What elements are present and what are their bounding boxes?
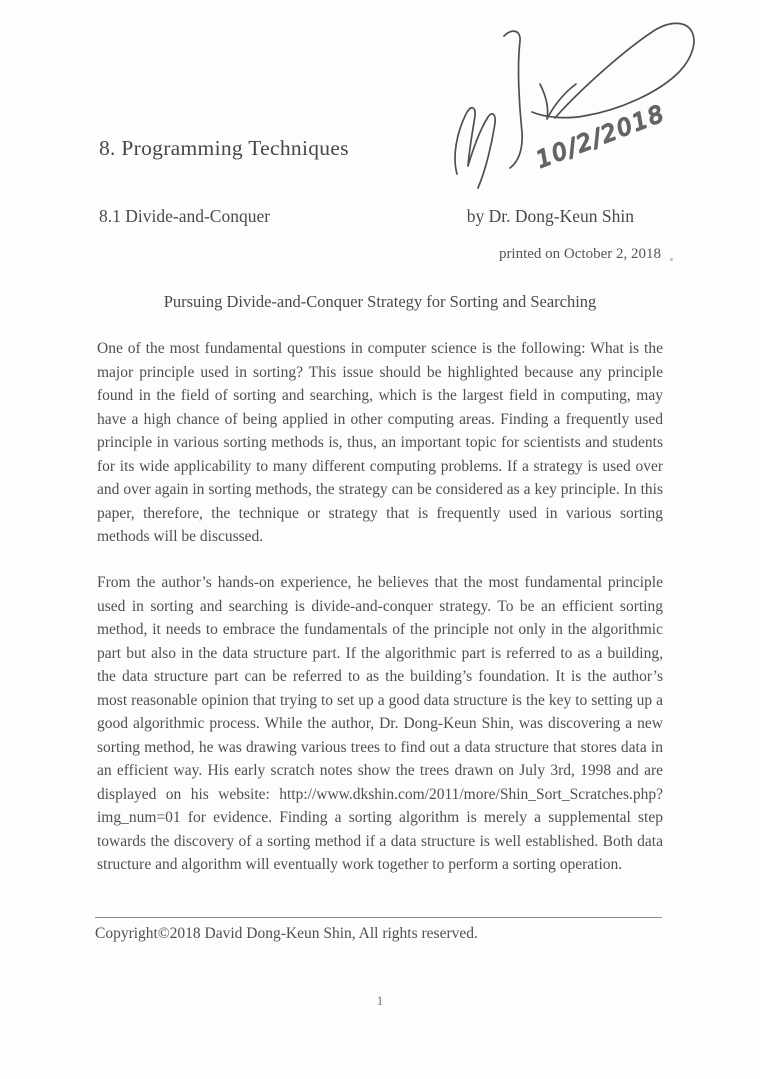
footer-divider	[95, 917, 662, 918]
signature-date: 10/2/2018	[532, 100, 670, 174]
signature-stroke-tall	[504, 31, 522, 168]
page-title: 8. Programming Techniques	[99, 136, 349, 160]
printed-date-line: printed on October 2, 2018	[498, 246, 661, 262]
copyright-line: Copyright©2018 David Dong-Keun Shin, All rights reserved.	[95, 925, 478, 942]
scan-speck	[670, 258, 673, 261]
document-heading: Pursuing Divide-and-Conquer Strategy for Sorting and Searching	[163, 292, 597, 311]
page-number: 1	[376, 993, 384, 1008]
paragraph-2: From the author’s hands-on experience, he believes that the most fundamental principle used in sorting and searching is divide-and-conquer strategy. To be an efficient sorting method, it needs to embrace the fundamentals of the principle not only in the algorithmic part but also in the data structure part. If the algorithmic part is referred to as a building, the data structure part can be referred to as the building’s foundation. It is the author’s most reasonable opinion that trying to set up a good data structure is the key to setting up a good algorithmic process. While the author, Dr. Dong-Keun Shin, was discovering a new sorting method, he was drawing various trees to find out a data structure that stores data in an efficient way. His early scratch notes show the trees drawn on July 3rd, 1998 and are displayed on his website: http://www.dkshin.com/2011/more/Shin_Sort_Scratches.php?img_num=01 for evidence. Finding a sorting algorithm is merely a supplemental step towards the discovery of a sorting method if a data structure is well established. Both data structure and algorithm will eventually work together to perform a sorting operation.	[97, 574, 663, 873]
signature-scribble-icon	[424, 6, 716, 192]
section-heading: 8.1 Divide-and-Conquer	[99, 206, 271, 226]
signature-stroke-m	[455, 108, 495, 188]
signature	[424, 6, 716, 192]
paragraph-1: One of the most fundamental questions in computer science is the following: What is the major principle used in sorting? This issue should be highlighted because any principle found in the field of sorting and searching, which is the largest field in computing, may have a high chance of being applied in other computing areas. Finding a frequently used principle in various sorting methods is, thus, an important topic for scientists and students for its wide applicability to many different computing problems. If a strategy is used over and over again in sorting methods, the strategy can be considered as a key principle. In this paper, therefore, the technique or strategy that is frequently used in various sorting methods will be discussed.	[97, 340, 663, 545]
author-byline: by Dr. Dong-Keun Shin	[466, 206, 634, 226]
